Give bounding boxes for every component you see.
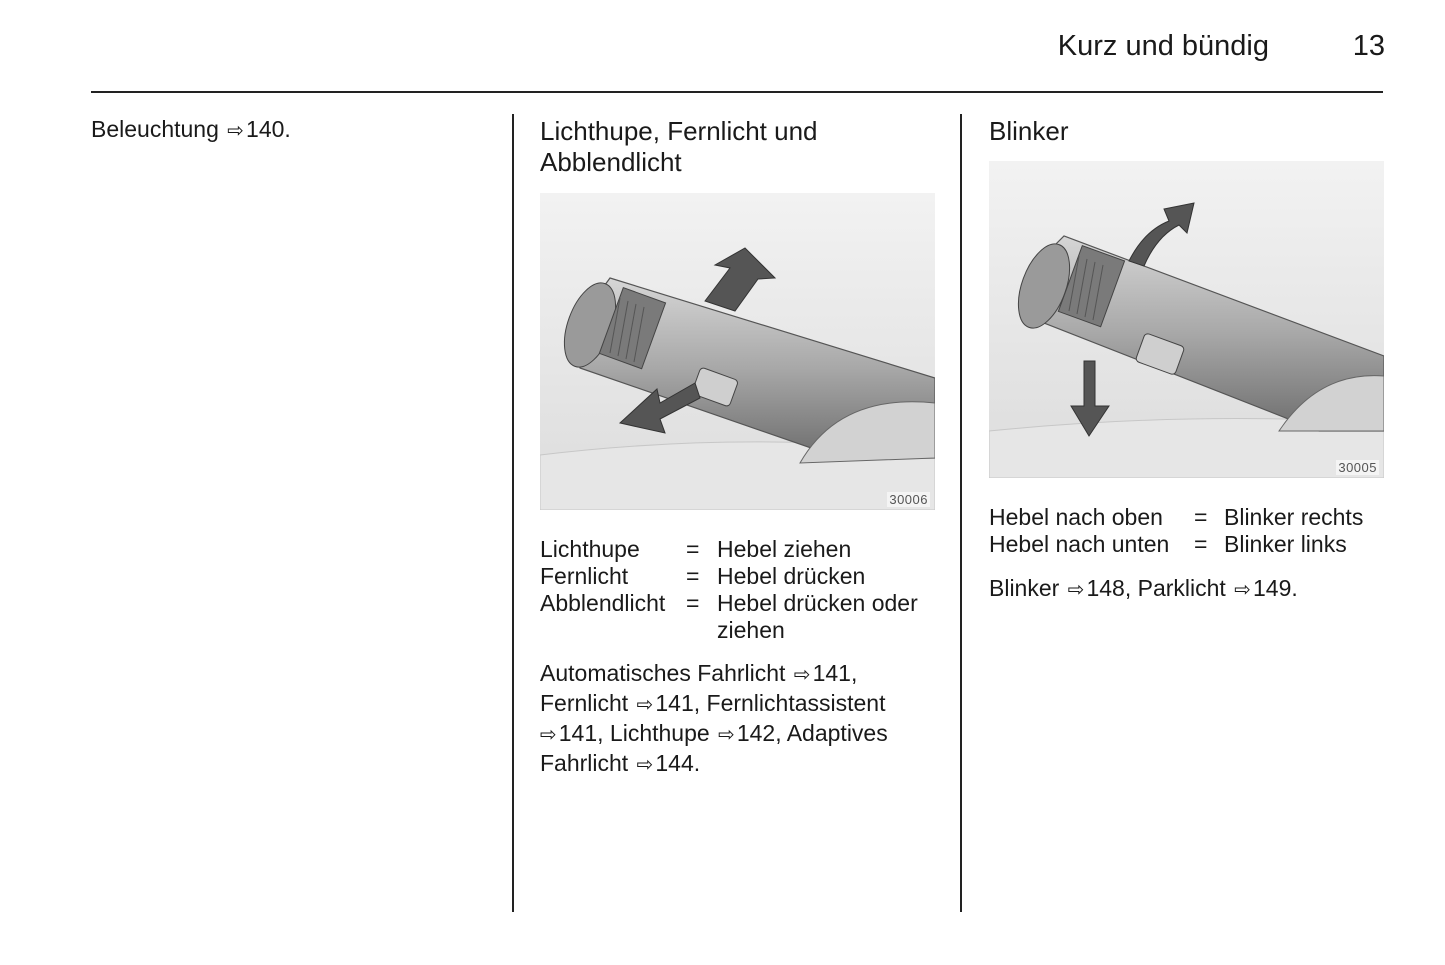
definition-equals	[686, 617, 717, 644]
definition-value: Blinker rechts	[1224, 504, 1364, 530]
page-reference-arrow-icon: ⇨	[636, 754, 654, 776]
header-rule	[91, 91, 1383, 93]
definition-value: Hebel drücken oder	[717, 590, 918, 616]
definition-term: Fernlicht	[540, 563, 629, 589]
page-reference-arrow-icon: ⇨	[793, 664, 811, 686]
definition-equals: =	[686, 563, 700, 589]
blinker-definitions-table	[989, 504, 1363, 558]
definition-row	[989, 531, 1363, 558]
beleuchtung-reference	[91, 116, 491, 146]
reference-page[interactable]: 141, Lichthupe	[558, 720, 710, 746]
lichthupe-heading	[540, 116, 940, 178]
reference-text[interactable]: Beleuchtung	[91, 116, 219, 142]
reference-line	[540, 749, 940, 779]
page-reference-arrow-icon: ⇨	[227, 120, 245, 142]
column-middle	[540, 116, 940, 779]
figure-id-label: 30005	[1338, 460, 1377, 475]
lichthupe-references	[540, 659, 940, 779]
definition-term: Hebel nach unten	[989, 531, 1170, 557]
headlight-lever-illustration	[540, 193, 935, 510]
section-title: Kurz und bündig	[1057, 30, 1269, 62]
column-divider	[960, 114, 962, 912]
reference-page[interactable]: 142, Adaptives	[736, 720, 888, 746]
page-reference-arrow-icon: ⇨	[1067, 579, 1085, 601]
reference-text[interactable]: Blinker	[989, 575, 1060, 601]
definition-row	[540, 590, 918, 617]
reference-line	[540, 659, 940, 689]
headlight-lever-figure	[540, 193, 935, 510]
reference-page[interactable]: 140.	[246, 116, 291, 142]
definition-equals: =	[686, 536, 700, 562]
blinker-heading: Blinker	[989, 116, 1069, 146]
reference-text[interactable]: Fernlicht	[540, 690, 629, 716]
lichthupe-definitions-table	[540, 536, 918, 644]
page-header	[0, 28, 1445, 68]
page-number: 13	[1352, 30, 1385, 62]
definition-term: Abblendlicht	[540, 590, 666, 616]
definition-row	[540, 563, 918, 590]
definition-equals: =	[1194, 504, 1208, 530]
reference-page[interactable]: 148, Parklicht	[1086, 575, 1226, 601]
definition-value: Hebel ziehen	[717, 536, 852, 562]
turn-signal-lever-figure	[989, 161, 1384, 478]
reference-page[interactable]: 144.	[655, 750, 701, 776]
reference-page[interactable]: 141,	[812, 660, 858, 686]
page-reference-arrow-icon: ⇨	[718, 724, 735, 746]
reference-page[interactable]: 141, Fernlichtassistent	[655, 690, 886, 716]
reference-page[interactable]: 149.	[1252, 575, 1298, 601]
reference-text[interactable]: Automatisches Fahrlicht	[540, 660, 786, 686]
definition-value: Hebel drücken	[717, 563, 866, 589]
column-right	[989, 116, 1389, 604]
definition-row	[540, 536, 918, 563]
reference-line	[540, 689, 940, 719]
page-reference-arrow-icon: ⇨	[540, 724, 557, 746]
reference-line	[540, 719, 940, 749]
definition-term: Hebel nach oben	[989, 504, 1163, 530]
definition-value: ziehen	[717, 617, 785, 643]
definition-term: Lichthupe	[540, 536, 640, 562]
blinker-references	[989, 574, 1389, 604]
heading-line: Abblendlicht	[540, 147, 682, 177]
reference-text[interactable]: Fahrlicht	[540, 750, 629, 776]
definition-term	[540, 617, 686, 644]
definition-row	[540, 617, 918, 644]
figure-id-label: 30006	[889, 492, 928, 507]
column-left	[91, 116, 491, 146]
page-reference-arrow-icon: ⇨	[1234, 579, 1251, 601]
definition-value: Blinker links	[1224, 531, 1347, 557]
column-divider	[512, 114, 514, 912]
turn-signal-lever-illustration	[989, 161, 1384, 478]
definition-equals: =	[1194, 531, 1208, 557]
heading-line: Lichthupe, Fernlicht und	[540, 116, 818, 146]
definition-equals: =	[686, 590, 700, 616]
definition-row	[989, 504, 1363, 531]
page-reference-arrow-icon: ⇨	[636, 694, 654, 716]
